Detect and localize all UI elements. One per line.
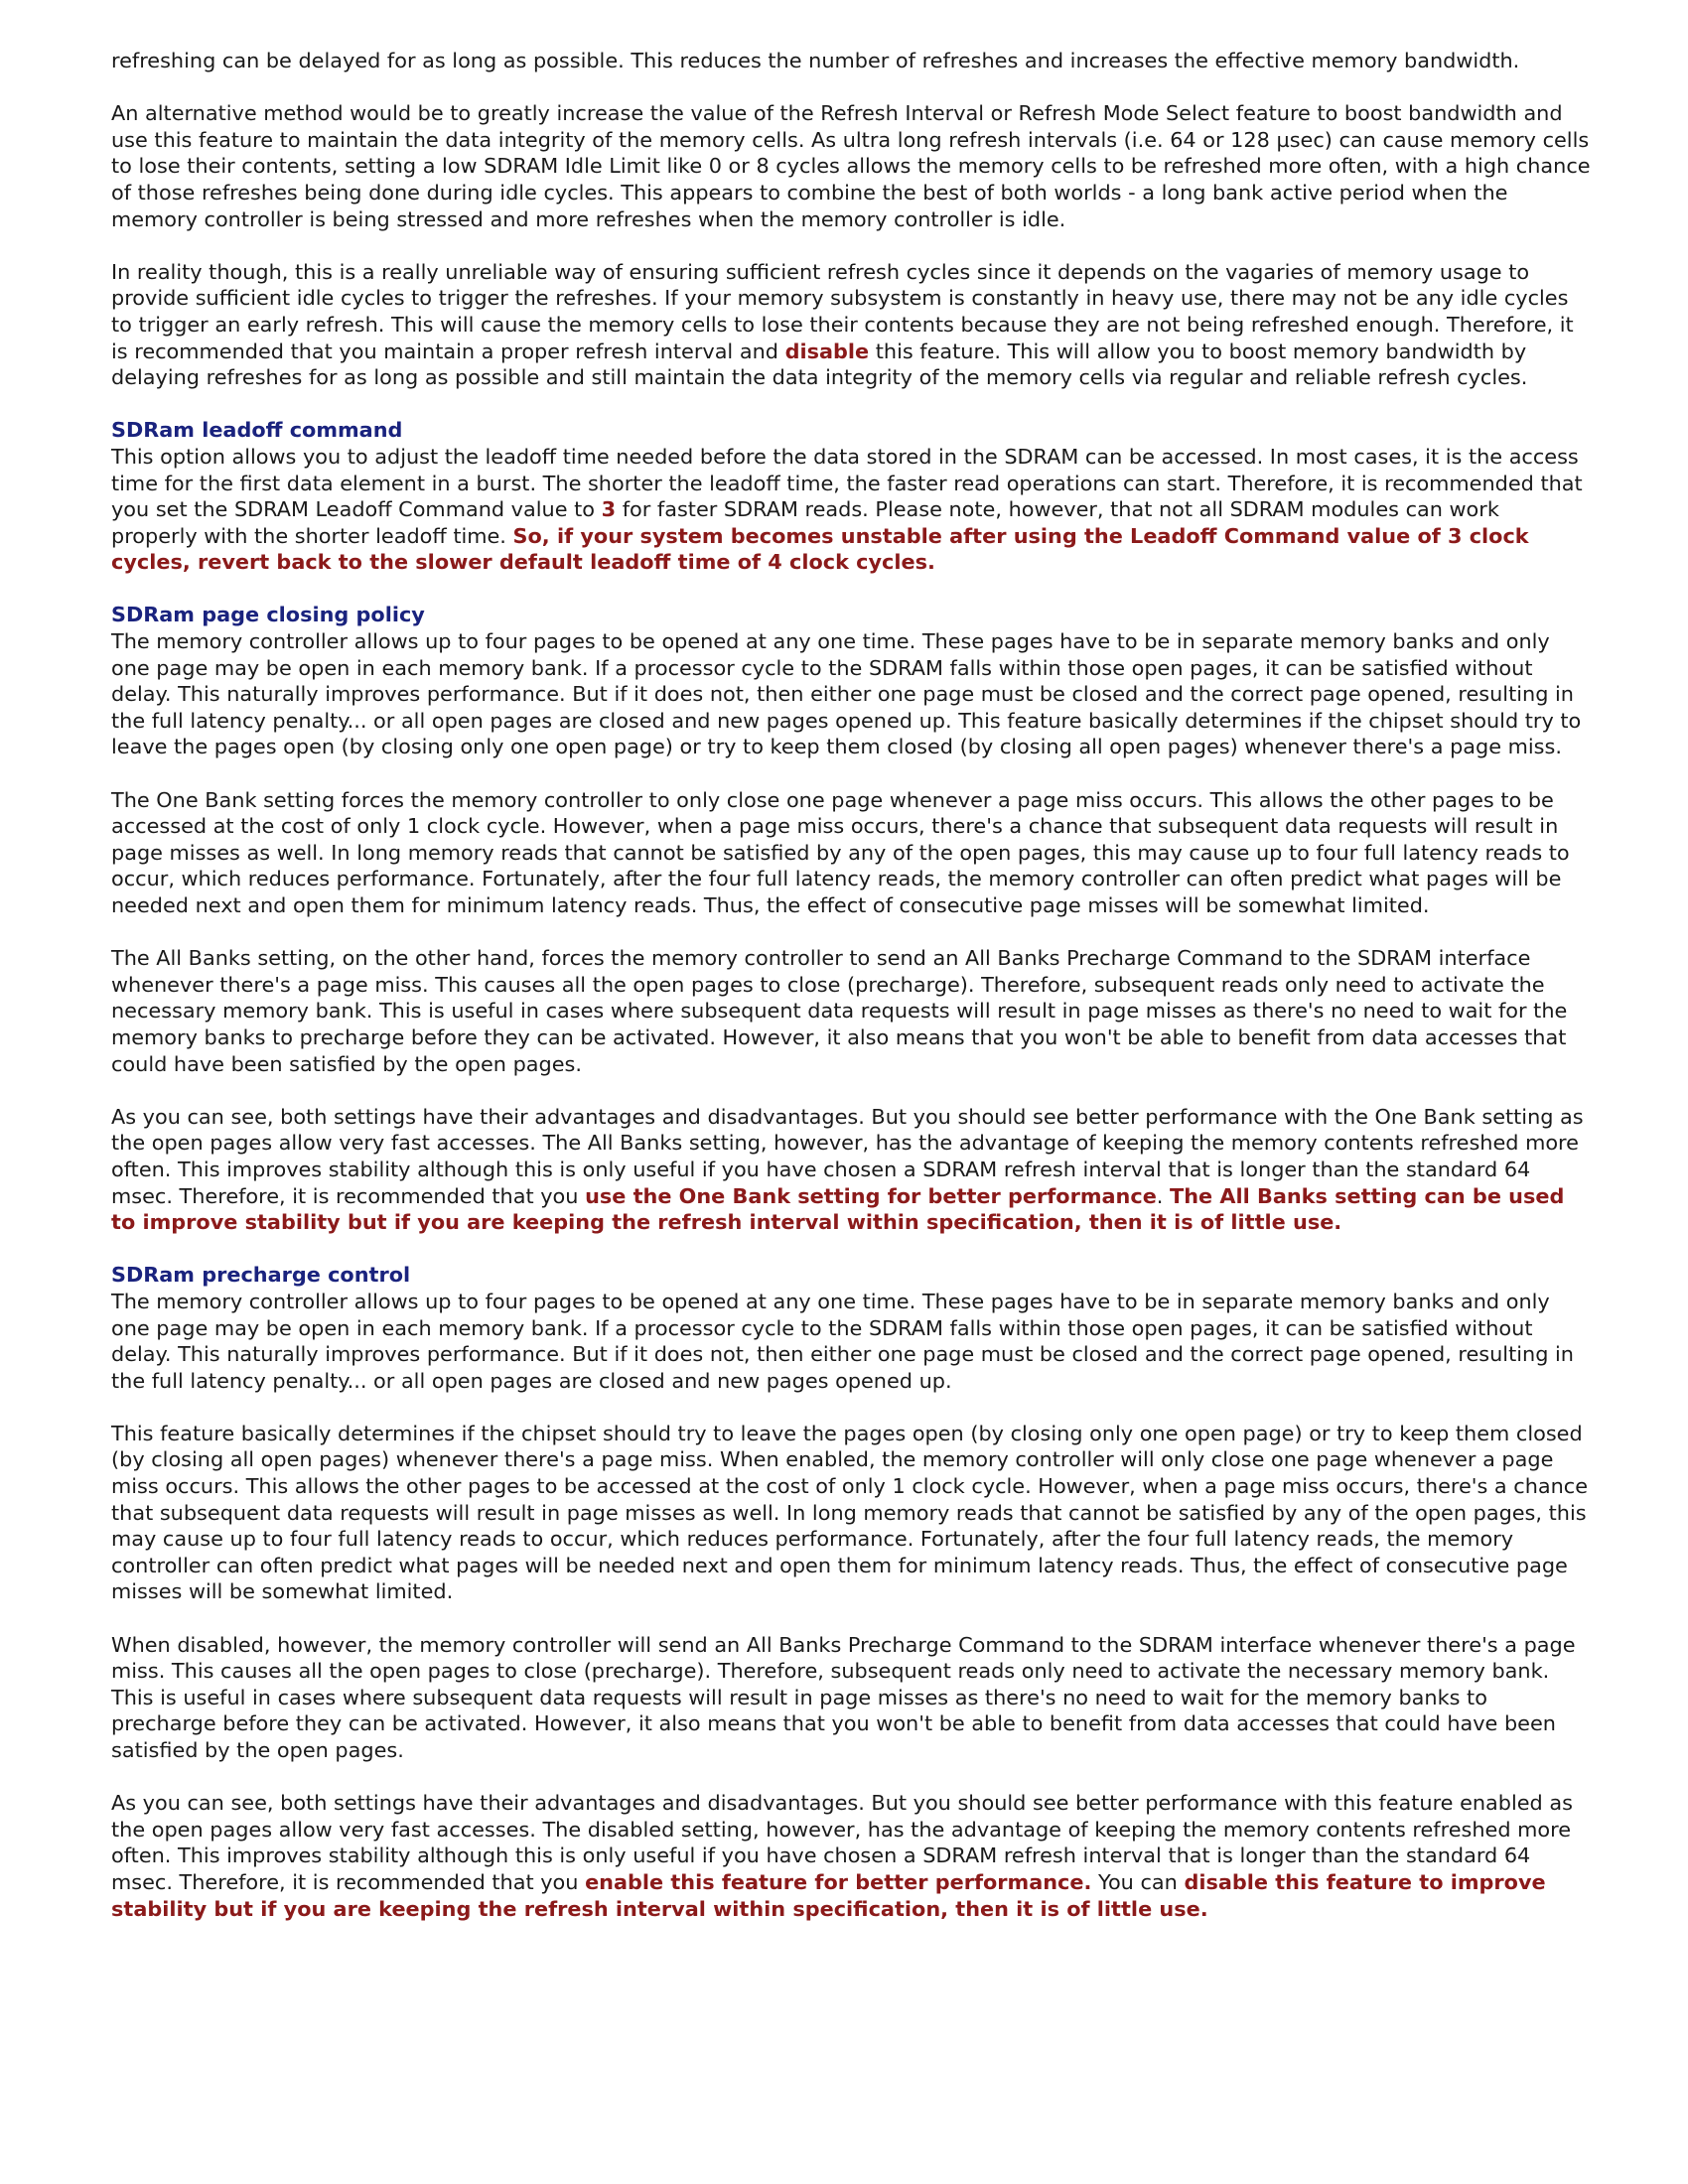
paragraph	[111, 1104, 1591, 1236]
document-page	[111, 48, 1591, 1949]
emphasized-text: So, if your system becomes unstable after using the Leadoff Command value of 3 clock cycles, revert back to the slower default leadoff time of 4 clock cycles.	[111, 523, 1529, 575]
emphasized-text: use the One Bank setting for better performance	[585, 1183, 1157, 1208]
section-heading: SDRam precharge control	[111, 1263, 411, 1288]
paragraph	[111, 945, 1591, 1077]
section-heading: SDRam leadoff command	[111, 418, 403, 443]
paragraph	[111, 1790, 1591, 1922]
section	[111, 48, 1591, 391]
paragraph	[111, 1632, 1591, 1764]
text-run: .	[1156, 1183, 1171, 1208]
emphasized-text: enable this feature for better performance.	[585, 1869, 1092, 1894]
paragraph	[111, 48, 1591, 74]
text-run: refreshing can be delayed for as long as possible. This reduces the number of refreshes and increases the effective memory bandwidth.	[111, 49, 1520, 72]
paragraph	[111, 628, 1591, 760]
text-run: for faster SDRAM reads. Please note, however, that not all SDRAM modules can work properly with the shorter leadoff time.	[111, 497, 1499, 548]
text-run: The One Bank setting forces the memory controller to only close one page whenever a page miss occurs. This allows the other pages to be accessed at the cost of only 1 clock cycle. However, when a page miss occurs, there's a chance that subsequent data requests will result in page misses as well. In long memory reads that cannot be satisfied by any of the open pages, this may cause up to four full latency reads to occur, which reduces performance. Fortunately, after the four full latency reads, the memory controller can often predict what pages will be needed next and open them for minimum latency reads. Thus, the effect of consecutive page misses will be somewhat limited.	[111, 787, 1570, 917]
paragraph	[111, 787, 1591, 919]
text-run: You can	[1091, 1869, 1185, 1894]
text-run: When disabled, however, the memory controller will send an All Banks Precharge Command to the SDRAM interface whenever there's a page miss. This causes all the open pages to close (precharge). Therefore, subsequent reads only need to activate the necessary memory bank. This is useful in cases where subsequent data requests will result in page misses as there's no need to wait for the memory banks to precharge before they can be activated. However, it also means that you won't be able to benefit from data accesses that could have been satisfied by the open pages.	[111, 1632, 1576, 1762]
text-run: An alternative method would be to greatly increase the value of the Refresh Interval or Refresh Mode Select feature to boost bandwidth and use this feature to maintain the data integrity of the memory cells. As ultra long refresh intervals (i.e. 64 or 128 µsec) can cause memory cells to lose their contents, setting a low SDRAM Idle Limit like 0 or 8 cycles allows the memory cells to be refreshed more often, with a high chance of those refreshes being done during idle cycles. This appears to combine the best of both worlds - a long bank active period when the memory controller is being stressed and more refreshes when the memory controller is idle.	[111, 101, 1591, 231]
emphasized-text: 3	[601, 497, 617, 522]
text-run: This option allows you to adjust the leadoff time needed before the data stored in the SDRAM can be accessed. In most cases, it is the access time for the first data element in a burst. The shorter the leadoff time, the faster read operations can start. Therefore, it is recommended that you set the SDRAM Leadoff Command value to	[111, 444, 1583, 522]
paragraph	[111, 259, 1591, 391]
emphasized-text: disable	[784, 339, 870, 363]
text-run: As you can see, both settings have their advantages and disadvantages. But you should see better performance with the One Bank setting as the open pages allow very fast accesses. The All Banks setting, however, has the advantage of keeping the memory contents refreshed more often. This improves stability although this is only useful if you have chosen a SDRAM refresh interval that is longer than the standard 64 msec. Therefore, it is recommended that you	[111, 1104, 1584, 1208]
paragraph	[111, 1289, 1591, 1394]
section	[111, 1262, 1591, 1922]
emphasized-text: The All Banks setting can be used to improve stability but if you are keeping the refresh interval within specification, then it is of little use.	[111, 1183, 1565, 1235]
section-heading: SDRam page closing policy	[111, 603, 425, 627]
text-run: The memory controller allows up to four pages to be opened at any one time. These pages have to be in separate memory banks and only one page may be open in each memory bank. If a processor cycle to the SDRAM falls within those open pages, it can be satisfied without delay. This naturally improves performance. But if it does not, then either one page must be closed and the correct page opened, resulting in the full latency penalty... or all open pages are closed and new pages opened up. This feature basically determines if the chipset should try to leave the pages open (by closing only one open page) or try to keep them closed (by closing all open pages) whenever there's a page miss.	[111, 629, 1582, 759]
emphasized-text: disable this feature to improve stability but if you are keeping the refresh interval within specification, then it is of little use.	[111, 1869, 1546, 1921]
paragraph	[111, 100, 1591, 232]
text-run: this feature. This will allow you to boost memory bandwidth by delaying refreshes for as long as possible and still maintain the data integrity of the memory cells via regular and reliable refresh cycles.	[111, 339, 1528, 390]
text-run: As you can see, both settings have their advantages and disadvantages. But you should see better performance with this feature enabled as the open pages allow very fast accesses. The disabled setting, however, has the advantage of keeping the memory contents refreshed more often. This improves stability although this is only useful if you have chosen a SDRAM refresh interval that is longer than the standard 64 msec. Therefore, it is recommended that you	[111, 1791, 1573, 1894]
text-run: The All Banks setting, on the other hand, forces the memory controller to send an All Banks Precharge Command to the SDRAM interface whenever there's a page miss. This causes all the open pages to close (precharge). Therefore, subsequent reads only need to activate the necessary memory bank. This is useful in cases where subsequent data requests will result in page misses as there's no need to wait for the memory banks to precharge before they can be activated. However, it also means that you won't be able to benefit from data accesses that could have been satisfied by the open pages.	[111, 946, 1568, 1076]
text-run: This feature basically determines if the chipset should try to leave the pages open (by closing only one open page) or try to keep them closed (by closing all open pages) whenever there's a page miss. When enabled, the memory controller will only close one page whenever a page miss occurs. This allows the other pages to be accessed at the cost of only 1 clock cycle. However, when a page miss occurs, there's a chance that subsequent data requests will result in page misses as well. In long memory reads that cannot be satisfied by any of the open pages, this may cause up to four full latency reads to occur, which reduces performance. Fortunately, after the four full latency reads, the memory controller can often predict what pages will be needed next and open them for minimum latency reads. Thus, the effect of consecutive page misses will be somewhat limited.	[111, 1421, 1589, 1604]
paragraph	[111, 444, 1591, 576]
text-run: In reality though, this is a really unreliable way of ensuring sufficient refresh cycles since it depends on the vagaries of memory usage to provide sufficient idle cycles to trigger the refreshes. If your memory subsystem is constantly in heavy use, there may not be any idle cycles to trigger an early refresh. This will cause the memory cells to lose their contents because they are not being refreshed enough. Therefore, it is recommended that you maintain a proper refresh interval and	[111, 259, 1574, 363]
section	[111, 417, 1591, 576]
section	[111, 602, 1591, 1235]
text-run: The memory controller allows up to four pages to be opened at any one time. These pages have to be in separate memory banks and only one page may be open in each memory bank. If a processor cycle to the SDRAM falls within those open pages, it can be satisfied without delay. This naturally improves performance. But if it does not, then either one page must be closed and the correct page opened, resulting in the full latency penalty... or all open pages are closed and new pages opened up.	[111, 1289, 1574, 1393]
paragraph	[111, 1421, 1591, 1605]
